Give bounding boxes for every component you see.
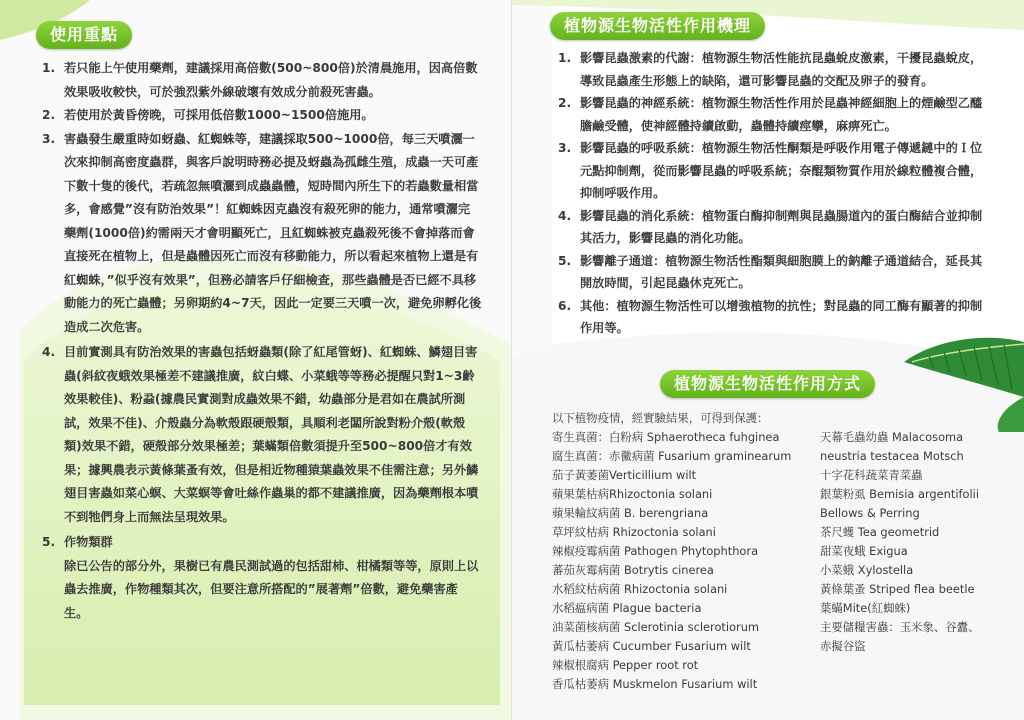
pest-list bbox=[820, 428, 1020, 656]
protection-list-item: 茄子黃萎菌Verticillium wilt bbox=[552, 468, 697, 482]
mechanism-item-3 bbox=[558, 137, 994, 205]
mechanism-item-text: 影響離子通道：植物源生物活性酯類與細胞膜上的鈉離子通道結合，延長其開放時間，引起昆蟲休克死亡。 bbox=[580, 253, 983, 290]
usage-item-text: 除已公告的部分外，果樹已有農民測試過的包括甜柿、柑橘類等等，原則上以蟲去推廣，作物種類其次，但要注意所搭配的”展著劑”倍數，避免藥害產生。 bbox=[64, 558, 479, 620]
usage-item-3 bbox=[42, 128, 482, 340]
usage-item-4 bbox=[42, 341, 482, 529]
protection-list-item: 赤擬谷盜 bbox=[820, 639, 866, 653]
mechanism-item-text: 影響昆蟲激素的代謝：植物源生物活性能抗昆蟲蛻皮激素，干擾昆蟲蛻皮，導致昆蟲產生形態上的缺陷，還可影響昆蟲的交配及卵子的發育。 bbox=[580, 51, 983, 88]
mechanism-item-5 bbox=[558, 250, 994, 295]
usage-item-5 bbox=[42, 531, 482, 555]
usage-item-text: 若使用於黃昏傍晚，可採用低倍數1000~1500倍施用。 bbox=[64, 108, 374, 122]
usage-list bbox=[42, 57, 482, 625]
usage-item-text: 若只能上午使用藥劑，建議採用高倍數(500~800倍)於清晨施用，因高倍數效果吸收較快，可於強烈紫外線破壞有效成分前殺死害蟲。 bbox=[64, 61, 478, 99]
mechanism-item-text: 影響昆蟲的神經系統：植物源生物活性作用於昆蟲神經細胞上的煙鹼型乙醯膽鹼受體，使神經體持續啟動，蟲體持續痙攣，麻痹死亡。 bbox=[580, 96, 983, 133]
mechanism-list bbox=[558, 47, 994, 340]
protection-list-item: 主要儲糧害蟲：玉米象、谷蠹、 bbox=[820, 620, 980, 634]
protection-list-item: 蘋果葉枯病Rhizoctonia solani bbox=[552, 487, 713, 501]
mechanism-item-text: 影響昆蟲的消化系統：植物蛋白酶抑制劑與昆蟲腸道內的蛋白酶結合並抑制其活力，影響昆蟲的消化功能。 bbox=[580, 208, 983, 245]
usage-item-number: 2. bbox=[42, 108, 56, 122]
mechanism-item-2 bbox=[558, 92, 994, 137]
mechanism-item-6 bbox=[558, 295, 994, 340]
pathogen-list bbox=[552, 409, 812, 694]
protection-list-item: 蘋果輪紋病菌 B. berengriana bbox=[552, 506, 709, 520]
mechanism-item-number: 1. bbox=[558, 51, 572, 65]
protection-list-item: 天幕毛蟲幼蟲 Malacosoma bbox=[820, 430, 964, 444]
mechanism-item-1 bbox=[558, 47, 994, 92]
protection-list-item: 寄生真菌：白粉病 Sphaerotheca fuhginea bbox=[552, 430, 780, 444]
protection-list-item: Bellows & Perring bbox=[820, 506, 920, 520]
protection-list-item: 葉蟎Mite(紅蜘蛛) bbox=[820, 601, 911, 615]
mechanism-item-number: 4. bbox=[558, 208, 572, 223]
mechanism-item-number: 6. bbox=[558, 298, 572, 313]
protection-list-item: 油菜菌核病菌 Sclerotinia sclerotiorum bbox=[552, 620, 760, 634]
protection-list-item: 水稻瘟病菌 Plague bacteria bbox=[552, 601, 702, 615]
protection-list-item: 十字花科蔬菜青菜蟲 bbox=[820, 468, 923, 482]
usage-item-number: 5. bbox=[42, 535, 56, 549]
protection-list-item: 辣椒疫霉病菌 Pathogen Phytophthora bbox=[552, 544, 759, 558]
mechanism-item-number: 3. bbox=[558, 141, 572, 155]
protection-list-item: 茶尺蠖 Tea geometrid bbox=[820, 525, 940, 539]
mechanism-title-pill bbox=[550, 12, 765, 40]
mechanism-item-number: 5. bbox=[558, 253, 572, 268]
right-page bbox=[512, 0, 1024, 720]
protection-list-item: 黃條葉蚤 Striped flea beetle bbox=[820, 582, 975, 596]
protection-list-item: 甜菜夜蛾 Exigua bbox=[820, 544, 908, 558]
usage-item-2 bbox=[42, 104, 482, 128]
protection-list-item: neustria testacea Motsch bbox=[820, 449, 964, 463]
mode-title-pill bbox=[660, 370, 875, 398]
protection-list-item: 辣椒根腐病 Pepper root rot bbox=[552, 658, 699, 672]
usage-item-text: 目前實測具有防治效果的害蟲包括蚜蟲類(除了紅尾管蚜)、紅蜘蛛、鱗翅目害蟲(斜紋夜蛾效果極差不建議推廣，紋白蝶、小菜蛾等等務必提醒只對1~3齡效果較佳)、粉蝨(據農民實測對成蟲效果不錯，幼蟲部分是君如在農試所測試，效果不佳)、介殼蟲分為軟殼跟硬殼類，具順利老闆所說對粉介殼(軟殼類)效果不錯，硬殼部分效果極差；葉蟎類倍數須提升至500~800倍才有效果；據興農表示黃條葉蚤有效，但是相近物種猿葉蟲效果不佳需注意；另外鱗翅目害蟲如菜心螟、大菜螟等會吐絲作蟲巢的都不建議推廣，因為藥劑根本噴不到牠們身上而無法呈現效果。 bbox=[64, 345, 479, 524]
protection-list-item: 銀葉粉虱 Bemisia argentifolii bbox=[820, 487, 979, 501]
usage-item-1 bbox=[42, 57, 482, 104]
usage-item-number: 4. bbox=[42, 345, 56, 359]
mode-title: 植物源生物活性作用方式 bbox=[674, 374, 862, 393]
usage-title: 使用重點 bbox=[50, 25, 119, 44]
mechanism-item-text: 其他：植物源生物活性可以增強植物的抗性；對昆蟲的同工酶有顯著的抑制作用等。 bbox=[580, 298, 983, 335]
protection-list-item: 蕃茄灰霉病菌 Botrytis cinerea bbox=[552, 563, 714, 577]
mechanism-item-4 bbox=[558, 205, 994, 250]
protection-list-item: 腐生真菌：赤黴病菌 Fusarium graminearum bbox=[552, 449, 792, 463]
protection-list-item: 香瓜枯萎病 Muskmelon Fusarium wilt bbox=[552, 677, 758, 691]
usage-item-text: 害蟲發生嚴重時如蚜蟲、紅蜘蛛等，建議採取500~1000倍，每三天噴灑一次來抑制高密度蟲群，與客戶說明時務必提及蚜蟲為孤雌生殖，成蟲一天可產下數十隻的後代，若疏忽無噴灑到成蟲蟲體，短時間內所生下的若蟲數量相當多，會感覺”沒有防治效果”！紅蜘蛛因克蟲沒有殺死卵的能力，通常噴灑完藥劑(1000倍)約需兩天才會明顯死亡，且紅蜘蛛被克蟲殺死後不會掉落而會直接死在植物上，但是蟲體因死亡而沒有移動能力，所以看起來植物上還是有紅蜘蛛，”似乎沒有效果”，但務必請客戶仔細檢查，那些蟲體是否已經不具移動能力的死亡蟲體；另卵期約4~7天，因此一定要三天噴一次，避免卵孵化後造成二次危害。 bbox=[64, 131, 482, 334]
usage-item-number: 3. bbox=[42, 131, 56, 146]
protection-list-item: 以下植物疫情，經實驗結果，可得到保護： bbox=[552, 411, 769, 425]
protection-list-item: 水稻紋枯病菌 Rhizoctonia solani bbox=[552, 582, 728, 596]
mechanism-title: 植物源生物活性作用機理 bbox=[564, 16, 752, 35]
mechanism-item-number: 2. bbox=[558, 96, 572, 110]
protection-list-item: 小菜蛾 Xylostella bbox=[820, 563, 914, 577]
usage-title-pill bbox=[36, 21, 132, 49]
mechanism-item-text: 影響昆蟲的呼吸系統：植物源生物活性酮類是呼吸作用電子傳遞鏈中的Ｉ位元點抑制劑，從而影響昆蟲的呼吸系統；奈醌類物質作用於線粒體複合體，抑制呼吸作用。 bbox=[580, 141, 983, 200]
usage-item-5-detail bbox=[42, 555, 482, 626]
usage-item-text: 作物類群 bbox=[64, 535, 113, 549]
protection-list-item: 黃瓜枯萎病 Cucumber Fusarium wilt bbox=[552, 639, 751, 653]
usage-item-number: 1. bbox=[42, 61, 56, 75]
protection-list-item: 草坪紋枯病 Rhizoctonia solani bbox=[552, 525, 716, 539]
